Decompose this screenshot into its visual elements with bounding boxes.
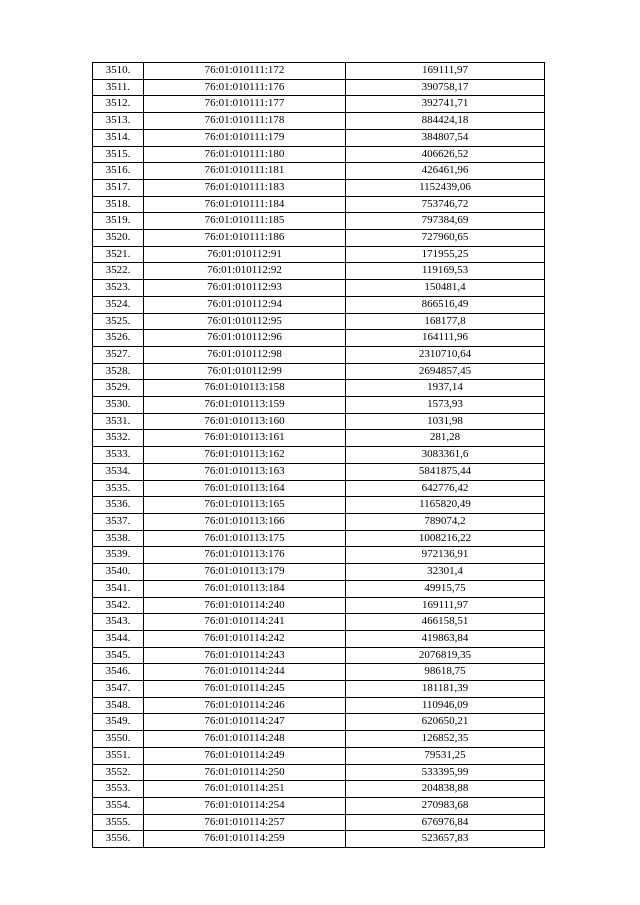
- cadastral-number-cell: 76:01:010112:92: [144, 263, 346, 280]
- cadastral-number-cell: 76:01:010113:184: [144, 580, 346, 597]
- table-row: [93, 463, 545, 480]
- value-cell: 281,28: [346, 430, 545, 447]
- row-number-cell: 3526.: [93, 330, 144, 347]
- table-row: [93, 714, 545, 731]
- cadastral-number-cell: 76:01:010113:166: [144, 513, 346, 530]
- cadastral-number-cell: 76:01:010114:248: [144, 731, 346, 748]
- cadastral-number-cell: 76:01:010113:159: [144, 397, 346, 414]
- row-number-cell: 3540.: [93, 564, 144, 581]
- row-number-cell: 3549.: [93, 714, 144, 731]
- table-body: [93, 63, 545, 848]
- value-cell: 466158,51: [346, 614, 545, 631]
- row-number-cell: 3515.: [93, 146, 144, 163]
- table-row: [93, 647, 545, 664]
- value-cell: 2694857,45: [346, 363, 545, 380]
- table-row: [93, 430, 545, 447]
- cadastral-number-cell: 76:01:010114:250: [144, 764, 346, 781]
- row-number-cell: 3539.: [93, 547, 144, 564]
- row-number-cell: 3531.: [93, 413, 144, 430]
- table-row: [93, 547, 545, 564]
- row-number-cell: 3550.: [93, 731, 144, 748]
- cadastral-number-cell: 76:01:010112:99: [144, 363, 346, 380]
- cadastral-value-table: [92, 62, 545, 848]
- value-cell: 164111,96: [346, 330, 545, 347]
- value-cell: 426461,96: [346, 163, 545, 180]
- row-number-cell: 3516.: [93, 163, 144, 180]
- cadastral-number-cell: 76:01:010113:158: [144, 380, 346, 397]
- table-row: [93, 280, 545, 297]
- table-row: [93, 731, 545, 748]
- row-number-cell: 3517.: [93, 179, 144, 196]
- table-row: [93, 196, 545, 213]
- value-cell: 169111,97: [346, 597, 545, 614]
- table-row: [93, 96, 545, 113]
- cadastral-number-cell: 76:01:010112:96: [144, 330, 346, 347]
- row-number-cell: 3519.: [93, 213, 144, 230]
- cadastral-number-cell: 76:01:010112:93: [144, 280, 346, 297]
- row-number-cell: 3520.: [93, 230, 144, 247]
- cadastral-number-cell: 76:01:010112:95: [144, 313, 346, 330]
- row-number-cell: 3547.: [93, 681, 144, 698]
- value-cell: 204838,88: [346, 781, 545, 798]
- cadastral-number-cell: 76:01:010114:245: [144, 681, 346, 698]
- value-cell: 866516,49: [346, 296, 545, 313]
- value-cell: 727960,65: [346, 230, 545, 247]
- value-cell: 789074,2: [346, 513, 545, 530]
- table-row: [93, 764, 545, 781]
- row-number-cell: 3524.: [93, 296, 144, 313]
- value-cell: 676976,84: [346, 814, 545, 831]
- cadastral-number-cell: 76:01:010111:181: [144, 163, 346, 180]
- table-row: [93, 480, 545, 497]
- value-cell: 119169,53: [346, 263, 545, 280]
- row-number-cell: 3548.: [93, 697, 144, 714]
- value-cell: 5841875,44: [346, 463, 545, 480]
- value-cell: 972136,91: [346, 547, 545, 564]
- row-number-cell: 3541.: [93, 580, 144, 597]
- table-row: [93, 163, 545, 180]
- cadastral-number-cell: 76:01:010111:185: [144, 213, 346, 230]
- value-cell: 1573,93: [346, 397, 545, 414]
- cadastral-number-cell: 76:01:010114:247: [144, 714, 346, 731]
- cadastral-number-cell: 76:01:010113:162: [144, 447, 346, 464]
- value-cell: 533395,99: [346, 764, 545, 781]
- value-cell: 620650,21: [346, 714, 545, 731]
- row-number-cell: 3510.: [93, 63, 144, 80]
- table-row: [93, 413, 545, 430]
- cadastral-number-cell: 76:01:010114:244: [144, 664, 346, 681]
- cadastral-number-cell: 76:01:010112:91: [144, 246, 346, 263]
- row-number-cell: 3533.: [93, 447, 144, 464]
- table-row: [93, 230, 545, 247]
- value-cell: 169111,97: [346, 63, 545, 80]
- table-row: [93, 614, 545, 631]
- table-row: [93, 530, 545, 547]
- table-row: [93, 346, 545, 363]
- value-cell: 884424,18: [346, 113, 545, 130]
- value-cell: 392741,71: [346, 96, 545, 113]
- table-row: [93, 797, 545, 814]
- table-row: [93, 63, 545, 80]
- table-row: [93, 814, 545, 831]
- cadastral-number-cell: 76:01:010113:179: [144, 564, 346, 581]
- value-cell: 181181,39: [346, 681, 545, 698]
- cadastral-number-cell: 76:01:010113:161: [144, 430, 346, 447]
- row-number-cell: 3537.: [93, 513, 144, 530]
- row-number-cell: 3553.: [93, 781, 144, 798]
- value-cell: 2076819,35: [346, 647, 545, 664]
- row-number-cell: 3543.: [93, 614, 144, 631]
- row-number-cell: 3544.: [93, 630, 144, 647]
- cadastral-number-cell: 76:01:010111:179: [144, 129, 346, 146]
- table-row: [93, 313, 545, 330]
- table-row: [93, 447, 545, 464]
- row-number-cell: 3530.: [93, 397, 144, 414]
- row-number-cell: 3518.: [93, 196, 144, 213]
- value-cell: 3083361,6: [346, 447, 545, 464]
- value-cell: 390758,17: [346, 79, 545, 96]
- table-row: [93, 129, 545, 146]
- table-row: [93, 597, 545, 614]
- table-row: [93, 146, 545, 163]
- cadastral-number-cell: 76:01:010113:164: [144, 480, 346, 497]
- row-number-cell: 3514.: [93, 129, 144, 146]
- table-row: [93, 213, 545, 230]
- value-cell: 753746,72: [346, 196, 545, 213]
- cadastral-number-cell: 76:01:010111:183: [144, 179, 346, 196]
- table-row: [93, 263, 545, 280]
- table-row: [93, 79, 545, 96]
- value-cell: 419863,84: [346, 630, 545, 647]
- table-row: [93, 781, 545, 798]
- value-cell: 79531,25: [346, 747, 545, 764]
- row-number-cell: 3555.: [93, 814, 144, 831]
- cadastral-number-cell: 76:01:010111:180: [144, 146, 346, 163]
- cadastral-number-cell: 76:01:010114:243: [144, 647, 346, 664]
- value-cell: 98618,75: [346, 664, 545, 681]
- table-row: [93, 664, 545, 681]
- row-number-cell: 3542.: [93, 597, 144, 614]
- row-number-cell: 3521.: [93, 246, 144, 263]
- table-row: [93, 246, 545, 263]
- cadastral-number-cell: 76:01:010114:249: [144, 747, 346, 764]
- row-number-cell: 3522.: [93, 263, 144, 280]
- row-number-cell: 3538.: [93, 530, 144, 547]
- row-number-cell: 3513.: [93, 113, 144, 130]
- cadastral-number-cell: 76:01:010111:176: [144, 79, 346, 96]
- value-cell: 406626,52: [346, 146, 545, 163]
- cadastral-number-cell: 76:01:010111:184: [144, 196, 346, 213]
- value-cell: 1937,14: [346, 380, 545, 397]
- row-number-cell: 3511.: [93, 79, 144, 96]
- table-row: [93, 697, 545, 714]
- value-cell: 1165820,49: [346, 497, 545, 514]
- row-number-cell: 3512.: [93, 96, 144, 113]
- row-number-cell: 3527.: [93, 346, 144, 363]
- row-number-cell: 3546.: [93, 664, 144, 681]
- cadastral-number-cell: 76:01:010112:98: [144, 346, 346, 363]
- value-cell: 797384,69: [346, 213, 545, 230]
- cadastral-number-cell: 76:01:010114:246: [144, 697, 346, 714]
- value-cell: 110946,09: [346, 697, 545, 714]
- value-cell: 384807,54: [346, 129, 545, 146]
- cadastral-number-cell: 76:01:010113:160: [144, 413, 346, 430]
- table-row: [93, 497, 545, 514]
- table-row: [93, 831, 545, 848]
- cadastral-number-cell: 76:01:010111:172: [144, 63, 346, 80]
- value-cell: 1152439,06: [346, 179, 545, 196]
- table-row: [93, 296, 545, 313]
- row-number-cell: 3552.: [93, 764, 144, 781]
- row-number-cell: 3551.: [93, 747, 144, 764]
- value-cell: 126852,35: [346, 731, 545, 748]
- table-row: [93, 330, 545, 347]
- cadastral-number-cell: 76:01:010114:242: [144, 630, 346, 647]
- value-cell: 523657,83: [346, 831, 545, 848]
- table-row: [93, 513, 545, 530]
- row-number-cell: 3554.: [93, 797, 144, 814]
- table-row: [93, 363, 545, 380]
- cadastral-number-cell: 76:01:010113:175: [144, 530, 346, 547]
- row-number-cell: 3534.: [93, 463, 144, 480]
- table-row: [93, 397, 545, 414]
- value-cell: 270983,68: [346, 797, 545, 814]
- cadastral-number-cell: 76:01:010111:178: [144, 113, 346, 130]
- cadastral-number-cell: 76:01:010111:177: [144, 96, 346, 113]
- value-cell: 171955,25: [346, 246, 545, 263]
- cadastral-number-cell: 76:01:010114:257: [144, 814, 346, 831]
- value-cell: 150481,4: [346, 280, 545, 297]
- value-cell: 642776,42: [346, 480, 545, 497]
- row-number-cell: 3532.: [93, 430, 144, 447]
- cadastral-number-cell: 76:01:010113:165: [144, 497, 346, 514]
- table-row: [93, 630, 545, 647]
- row-number-cell: 3523.: [93, 280, 144, 297]
- cadastral-number-cell: 76:01:010114:241: [144, 614, 346, 631]
- value-cell: 168177,8: [346, 313, 545, 330]
- row-number-cell: 3556.: [93, 831, 144, 848]
- cadastral-number-cell: 76:01:010111:186: [144, 230, 346, 247]
- table-row: [93, 380, 545, 397]
- row-number-cell: 3528.: [93, 363, 144, 380]
- value-cell: 49915,75: [346, 580, 545, 597]
- table-row: [93, 681, 545, 698]
- row-number-cell: 3536.: [93, 497, 144, 514]
- table-row: [93, 113, 545, 130]
- cadastral-number-cell: 76:01:010113:163: [144, 463, 346, 480]
- cadastral-number-cell: 76:01:010113:176: [144, 547, 346, 564]
- cadastral-number-cell: 76:01:010114:251: [144, 781, 346, 798]
- row-number-cell: 3525.: [93, 313, 144, 330]
- table-row: [93, 179, 545, 196]
- value-cell: 2310710,64: [346, 346, 545, 363]
- value-cell: 1008216,22: [346, 530, 545, 547]
- cadastral-number-cell: 76:01:010114:259: [144, 831, 346, 848]
- value-cell: 1031,98: [346, 413, 545, 430]
- table-row: [93, 747, 545, 764]
- table-row: [93, 580, 545, 597]
- row-number-cell: 3545.: [93, 647, 144, 664]
- row-number-cell: 3529.: [93, 380, 144, 397]
- cadastral-number-cell: 76:01:010114:240: [144, 597, 346, 614]
- row-number-cell: 3535.: [93, 480, 144, 497]
- cadastral-number-cell: 76:01:010114:254: [144, 797, 346, 814]
- cadastral-number-cell: 76:01:010112:94: [144, 296, 346, 313]
- table-row: [93, 564, 545, 581]
- value-cell: 32301,4: [346, 564, 545, 581]
